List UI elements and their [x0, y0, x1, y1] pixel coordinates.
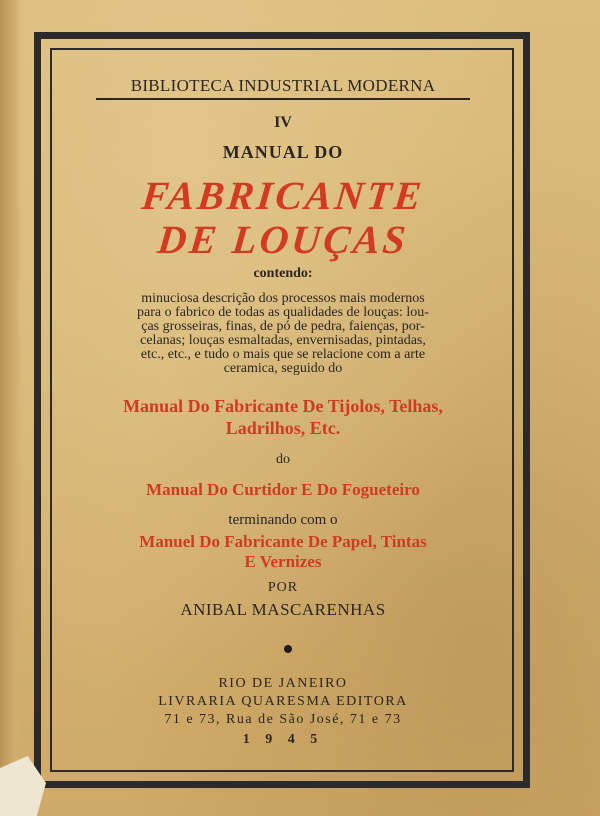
- description-line: para o fabrico de todas as qualidades de louças: lou-: [137, 305, 429, 320]
- series-title: BIBLIOTECA INDUSTRIAL MODERNA: [96, 76, 470, 100]
- contendo-label: contendo:: [253, 266, 313, 281]
- publisher-city: RIO DE JANEIRO: [218, 676, 348, 691]
- do-connector: do: [276, 452, 290, 467]
- bullet-ornament: [284, 645, 292, 653]
- description-line: ças grosseiras, finas, de pó de pedra, faienças, por-: [141, 319, 425, 334]
- section-papel-line-1: Manuel Do Fabricante De Papel, Tintas: [139, 532, 427, 551]
- main-title-line-2: DE LOUÇAS: [155, 217, 411, 262]
- cover-spine-edge: [0, 0, 22, 816]
- description-line: celanas; louças esmaltadas, envernisadas, pintadas,: [140, 333, 426, 348]
- terminando-connector: terminando com o: [228, 512, 338, 528]
- section-tijolos-line-1: Manual Do Fabricante De Tijolos, Telhas,: [123, 396, 443, 416]
- por-label: POR: [267, 580, 299, 595]
- section-curtidor: Manual Do Curtidor E Do Fogueteiro: [146, 480, 420, 499]
- section-tijolos-line-2: Ladrilhos, Etc.: [225, 418, 341, 438]
- main-title-line-1: FABRICANTE: [139, 173, 427, 218]
- publisher-address: 71 e 73, Rua de São José, 71 e 73: [164, 712, 402, 727]
- description-line: ceramica, seguido do: [223, 361, 343, 376]
- manual-do-heading: MANUAL DO: [222, 142, 344, 162]
- cover-content: [60, 60, 506, 760]
- volume-number: IV: [274, 114, 292, 131]
- section-papel-line-2: E Vernizes: [244, 552, 322, 571]
- author-name: ANIBAL MASCARENHAS: [180, 600, 386, 619]
- publisher-name: LIVRARIA QUARESMA EDITORA: [158, 694, 408, 709]
- publication-year: 1 9 4 5: [242, 732, 324, 747]
- description-line: minuciosa descrição dos processos mais modernos: [141, 291, 425, 306]
- description-line: etc., etc., e tudo o mais que se relacione com a arte: [140, 347, 426, 362]
